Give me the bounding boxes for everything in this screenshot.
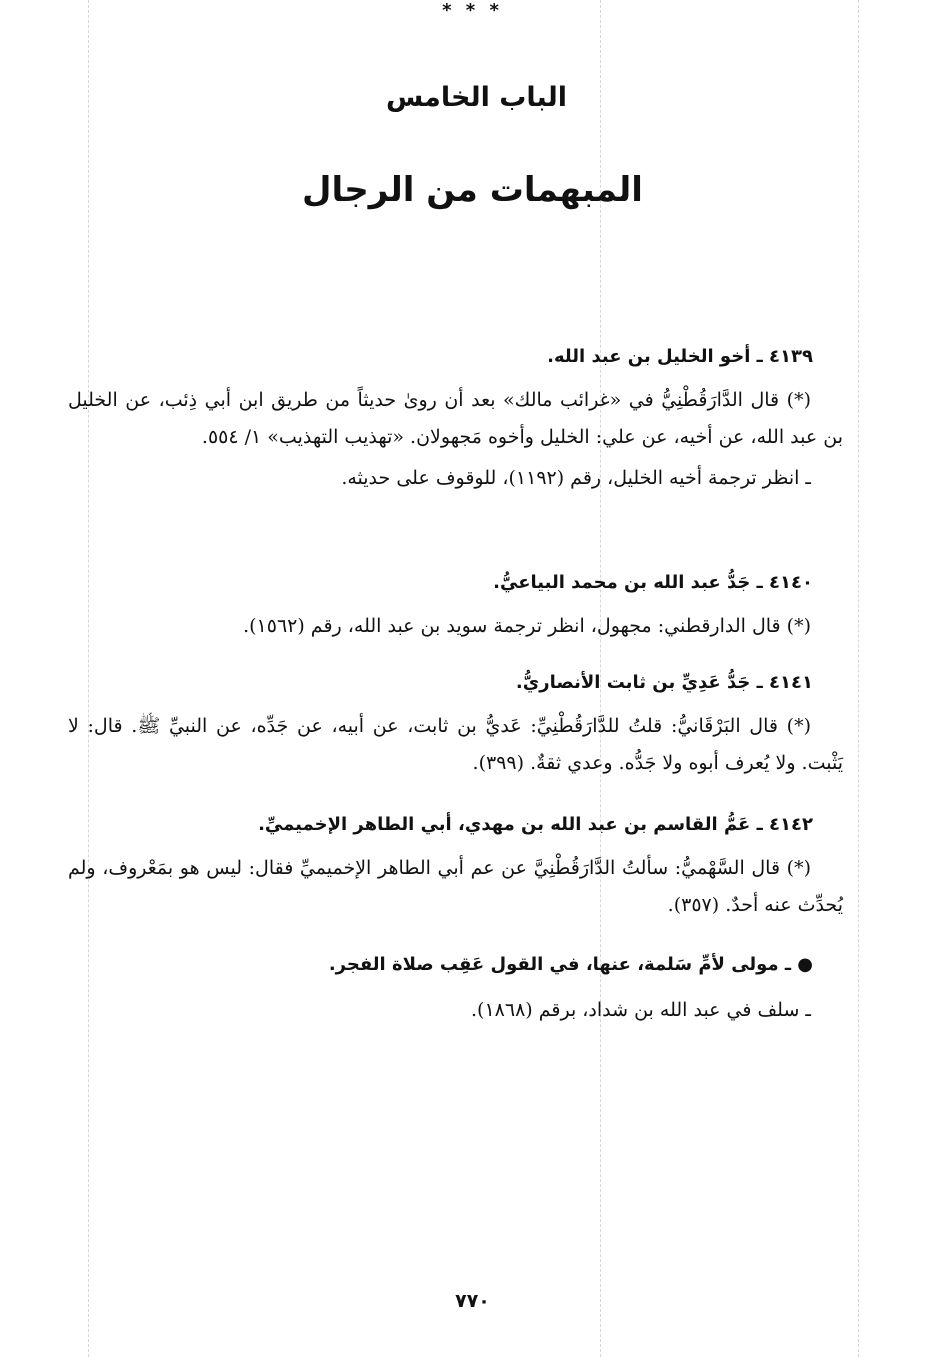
entry-body-mawla xyxy=(68,992,843,1029)
entry-heading-4141: ٤١٤١ ـ جَدُّ عَدِيِّ بن ثابت الأنصاريُّ. xyxy=(515,672,813,693)
chapter-title: المبهمات من الرجال xyxy=(302,170,643,210)
entry-paragraph: (*) قال البَرْقَانيُّ: قلتُ للدَّارَقُطْنِيِّ: عَديُّ بن ثابت، عن أبيه، عن جَدِّه، عن النبيِّ ﷺ. قال: لا يَثْبت. ولا يُعرف أبوه ولا جَدُّه. وعدي ثقةٌ. (٣٩٩). xyxy=(68,715,843,774)
entry-heading-4140: ٤١٤٠ ـ جَدُّ عبد الله بن محمد البياعيُّ. xyxy=(493,572,813,593)
page-number: ٧٧٠ xyxy=(455,1290,490,1312)
entry-heading-4139: ٤١٣٩ ـ أخو الخليل بن عبد الله. xyxy=(547,346,813,367)
entry-body-4142 xyxy=(68,850,843,924)
entry-body-4140 xyxy=(68,608,843,645)
entry-paragraph: (*) قال الدَّارَقُطْنِيُّ في «غرائب مالك» بعد أن روىٰ حديثاً من طريق ابن أبي ذِئب، عن الخليل بن عبد الله، عن أخيه، عن علي: الخليل وأخوه مَجهولان. «تهذيب التهذيب» ١/ ٥٥٤. xyxy=(68,389,843,448)
entry-paragraph: (*) قال الدارقطني: مجهول، انظر ترجمة سويد بن عبد الله، رقم (١٥٦٢). xyxy=(243,615,811,637)
entry-paragraph: (*) قال السَّهْميُّ: سألتُ الدَّارَقُطْنِيَّ عن عم أبي الطاهر الإخميميِّ فقال: ليس هو بمَعْروف، ولم يُحدِّث عنه أحدٌ. (٣٥٧). xyxy=(68,857,843,916)
entry-paragraph: ـ انظر ترجمة أخيه الخليل، رقم (١١٩٢)، للوقوف على حديثه. xyxy=(341,467,811,489)
section-separator: * * * xyxy=(442,0,503,21)
entry-body-4139 xyxy=(68,382,843,497)
entry-paragraph: ـ سلف في عبد الله بن شداد، برقم (١٨٦٨). xyxy=(471,999,811,1021)
entry-heading-mawla: ● ـ مولى لأمِّ سَلمة، عنها، في القول عَقِب صلاة الفجر. xyxy=(328,954,813,975)
entry-heading-4142: ٤١٤٢ ـ عَمُّ القاسم بن عبد الله بن مهدي، أبي الطاهر الإخميميِّ. xyxy=(258,814,813,835)
entry-body-4141 xyxy=(68,708,843,782)
chapter-label: الباب الخامس xyxy=(386,82,567,113)
